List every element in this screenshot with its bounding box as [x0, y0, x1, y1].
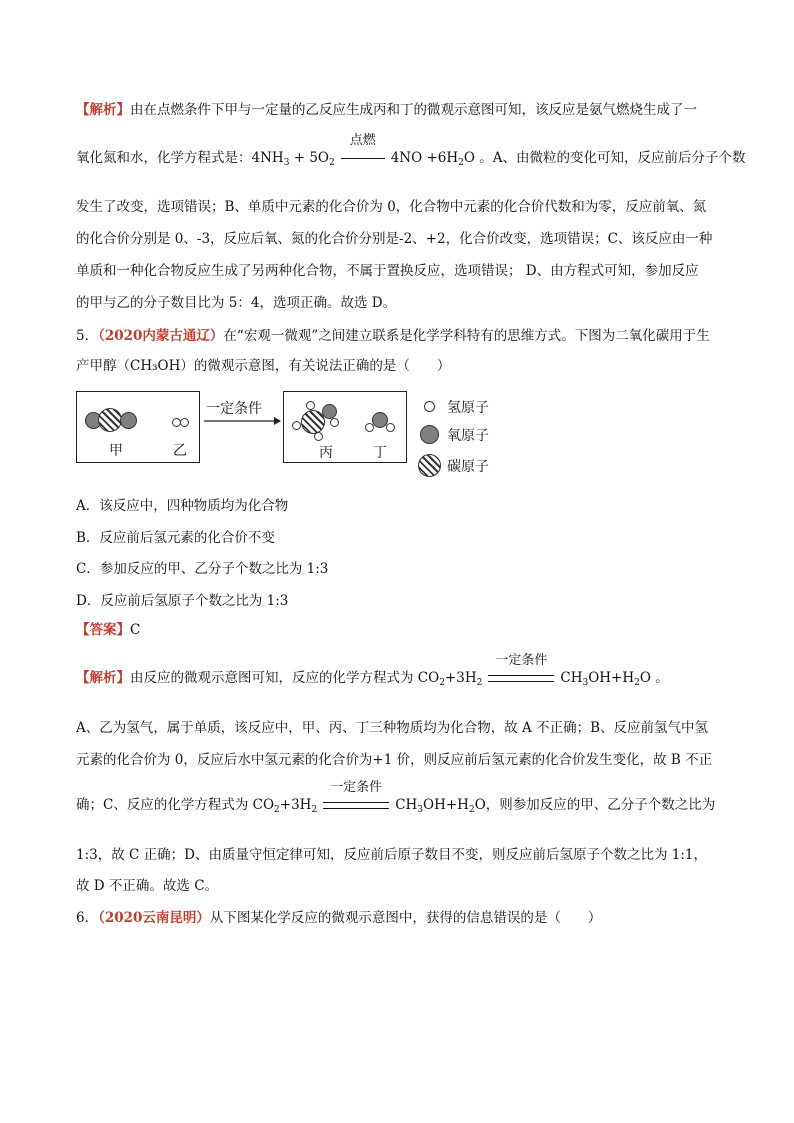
question-5-line-2: 产甲醇（CH₃OH）的微观示意图，有关说法正确的是（ ） [76, 358, 451, 374]
eq-text: CH [560, 670, 583, 686]
analysis-line-6: 的甲与乙的分子数目比为 5：4，选项正确。故选 D。 [76, 295, 397, 311]
sub: 2 [468, 805, 475, 815]
eq-text: 确；C、反应的化学方程式为 CO [76, 797, 275, 813]
analysis-line-3: 发生了改变，选项错误；B、单质中元素的化合价为 0，化合物中元素的化合价代数和为零，反应前氧、氮 [76, 199, 707, 215]
eq-text: OH+H [423, 797, 469, 813]
eq-text: +3H [279, 797, 312, 813]
eq-text: + 5O [289, 150, 329, 166]
double-bar [488, 675, 554, 682]
analysis-line-3b: 元素的化合价为 0，反应后水中氢元素的化合价为+1 价，则反应前后氢元素的化合价发生变化，故 B 不正 [76, 752, 713, 768]
sub: 3 [582, 678, 589, 688]
analysis-equation-line [76, 653, 669, 688]
label-yi: 乙 [173, 443, 187, 459]
analysis-tag: 【解析】 [76, 102, 130, 118]
arrow-condition-label: 一定条件 [206, 401, 262, 417]
equation-arrow [341, 133, 385, 168]
reaction-condition: 一定条件 [330, 780, 383, 795]
reaction-condition: 一定条件 [495, 653, 548, 668]
option-c: C．参加反应的甲、乙分子个数之比为 1:3 [76, 561, 329, 577]
double-bar [323, 802, 389, 809]
eq-text: CH [395, 797, 418, 813]
hydrogen-atom [386, 423, 395, 432]
sub: 2 [634, 678, 640, 688]
hydrogen-atom [180, 418, 189, 427]
analysis-line-2: A、乙为氢气，属于单质，该反应中，甲、丙、丁三种物质均为化合物，故 A 不正确；B、反应前氢气中氢 [76, 720, 709, 736]
analysis-line-4: 的化合价分别是 0、-3，反应后氧、氮的化合价分别是-2、+2，化合价改变，选项错误；C、该反应由一种 [76, 231, 713, 247]
hydrogen-atom [314, 432, 323, 441]
eq-text: 氧化氮和水，化学方程式是：4NH [76, 150, 284, 166]
option-a: A．该反应中，四种物质均为化合物 [76, 498, 289, 514]
sub: 2 [476, 678, 483, 688]
question-source: （2020云南昆明） [98, 910, 210, 926]
products-box [283, 391, 407, 463]
analysis-line-5: 单质和一种化合物反应生成了另两种化合物，不属于置换反应，选项错误； D、由方程式可知，参加反应 [76, 263, 699, 279]
question-source: （2020内蒙古通辽） [98, 328, 224, 344]
sub: 2 [311, 805, 318, 815]
oxygen-atom [322, 404, 337, 419]
eq-text: +3H [444, 670, 477, 686]
answer-line [76, 620, 140, 640]
eq-text: 4NO +6H [390, 150, 459, 166]
question-6 [76, 908, 601, 928]
reaction-condition: 点燃 [349, 133, 376, 148]
eq-text: O 。A、由微粒的变化可知，反应前后分子个数 [463, 150, 746, 166]
analysis-text: 由在点燃条件下甲与一定量的乙反应生成丙和丁的微观示意图可知，该反应是氨气燃烧生成了一 [130, 102, 697, 118]
eq-text: O，则参加反应的甲、乙分子个数之比为 [474, 797, 716, 813]
sub: 2 [274, 805, 280, 815]
legend-carbon-icon [418, 454, 441, 477]
analysis-line-1 [76, 100, 697, 120]
equation-arrow [488, 653, 554, 688]
option-d: D．反应前后氢原子个数之比为 1:3 [76, 593, 289, 609]
eq-text: 由反应的微观示意图可知，反应的化学方程式为 CO [130, 670, 440, 686]
oxygen-atom [120, 412, 137, 429]
label-ding: 丁 [373, 445, 387, 461]
question-5-line-1 [76, 326, 710, 346]
legend-oxygen-label: 氧原子 [447, 428, 489, 444]
reactants-box [76, 391, 200, 463]
arrow-bar [341, 158, 385, 159]
answer-tag: 【答案】 [76, 622, 130, 638]
hydrogen-atom [365, 423, 374, 432]
question-number: 5． [76, 328, 99, 344]
sub: 2 [328, 158, 335, 168]
legend-hydrogen-icon [424, 401, 435, 412]
question-text: 在“宏观一微观”之间建立联系是化学学科特有的思维方式。下图为二氧化碳用于生 [223, 328, 710, 344]
legend-oxygen-icon [420, 425, 439, 444]
reaction-arrow [202, 415, 282, 427]
legend-carbon-label: 碳原子 [447, 459, 489, 475]
question-number: 6． [76, 910, 99, 926]
carbon-atom [98, 408, 122, 432]
eq-text: O 。 [639, 670, 669, 686]
answer-value: C [130, 622, 141, 638]
sub: 2 [458, 158, 464, 168]
equation-arrow [323, 780, 389, 815]
sub: 2 [439, 678, 445, 688]
analysis-tag: 【解析】 [76, 670, 130, 686]
carbon-atom [301, 410, 325, 434]
hydrogen-atom [306, 401, 315, 410]
label-jia: 甲 [109, 443, 123, 459]
analysis-line-6b: 故 D 不正确。故选 C。 [76, 878, 219, 894]
sub: 3 [417, 805, 424, 815]
hydrogen-atom [292, 421, 301, 430]
equation-line [76, 133, 746, 168]
analysis-line-5b: 1:3，故 C 正确；D、由质量守恒定律可知，反应前后原子数目不变，则反应前后氢原子个数之比为 1:1， [76, 847, 707, 863]
analysis-equation-line-2 [76, 780, 716, 815]
legend-hydrogen-label: 氢原子 [447, 400, 489, 416]
option-b: B．反应前后氢元素的化合价不变 [76, 530, 275, 546]
hydrogen-atom [330, 418, 339, 427]
sub: 3 [283, 158, 290, 168]
question-text: 从下图某化学反应的微观示意图中，获得的信息错误的是（ ） [209, 910, 602, 926]
label-bing: 丙 [319, 445, 333, 461]
eq-text: OH+H [588, 670, 635, 686]
